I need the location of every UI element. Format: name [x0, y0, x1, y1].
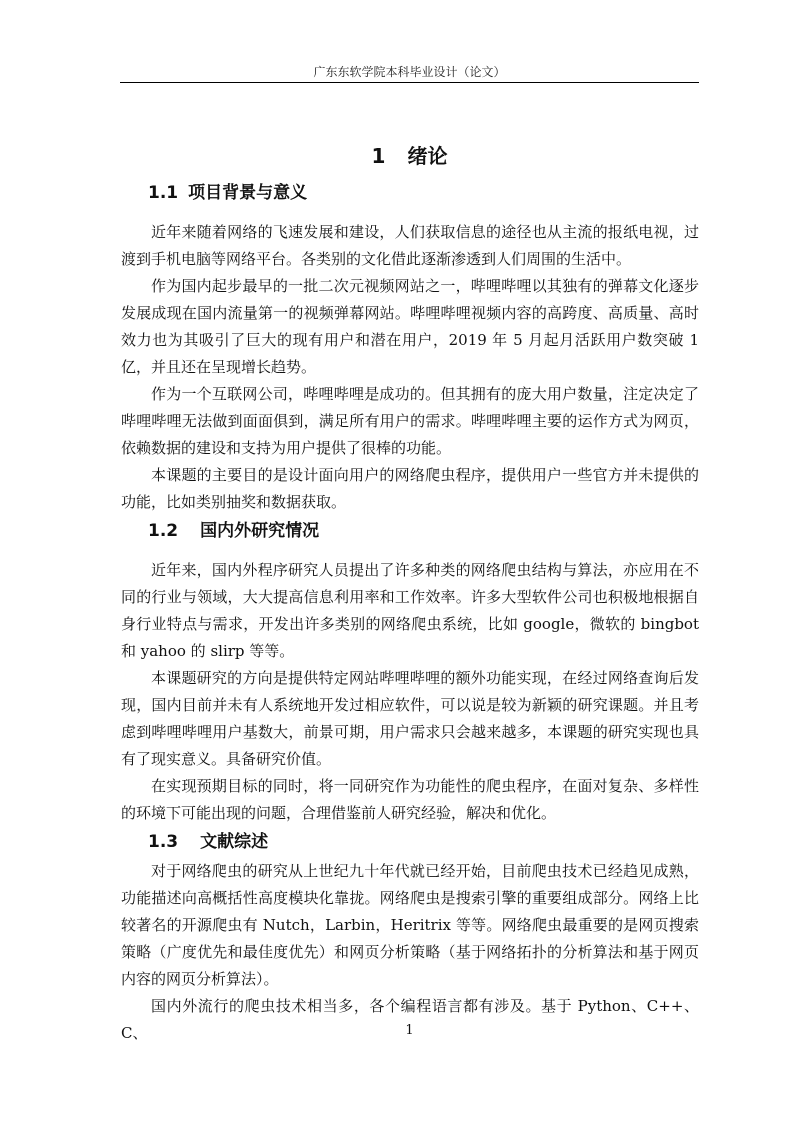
running-header: 广东东软学院本科毕业设计（论文）: [313, 65, 506, 79]
paragraph: 本课题的主要目的是设计面向用户的网络爬虫程序，提供用户一些官方并未提供的功能，比如类别抽奖和数据获取。: [121, 466, 699, 511]
section-title-text: 文献综述: [200, 832, 269, 852]
header-rule: [120, 82, 699, 83]
section-number: 1.3: [148, 832, 179, 852]
section-number: 1.1: [148, 183, 179, 203]
paragraph: 作为一个互联网公司，哔哩哔哩是成功的。但其拥有的庞大用户数量，注定决定了哔哩哔哩无法做到面面俱到，满足所有用户的需求。哔哩哔哩主要的运作方式为网页，依赖数据的建设和支持为用户提供了很棒的功能。: [121, 385, 699, 457]
section-heading-1-2: [148, 519, 319, 543]
paragraph: 近年来随着网络的飞速发展和建设，人们获取信息的途径也从主流的报纸电视，过渡到手机电脑等网络平台。各类别的文化借此逐渐渗透到人们周围的生活中。: [121, 223, 699, 268]
paragraph: 对于网络爬虫的研究从上世纪九十年代就已经开始，目前爬虫技术已经趋见成熟，功能描述向高概括性高度模块化靠拢。网络爬虫是搜索引擎的重要组成部分。网络上比较著名的开源爬虫有 Nutch，Larbin，Heritrix 等等。网络爬虫最重要的是网页搜索策略（广度优先和最佳度优先）和网页分析策略（基于网络拓扑的分析算法和基于网页内容的网页分析算法）。: [121, 862, 699, 988]
section-heading-1-3: [148, 830, 268, 854]
paragraph: 作为国内起步最早的一批二次元视频网站之一，哔哩哔哩以其独有的弹幕文化逐步发展成现在国内流量第一的视频弹幕网站。哔哩哔哩视频内容的高跨度、高质量、高时效力也为其吸引了巨大的现有用户和潜在用户，2019 年 5 月起月活跃用户数突破 1 亿，并且还在呈现增长趋势。: [121, 277, 699, 376]
paragraph: 近年来，国内外程序研究人员提出了许多种类的网络爬虫结构与算法，亦应用在不同的行业与领域，大大提高信息利用率和工作效率。许多大型软件公司也积极地根据自身行业特点与需求，开发出许多类别的网络爬虫系统，比如 google，微软的 bingbot 和 yahoo 的 slirp 等等。: [121, 561, 699, 660]
chapter-title: [120, 142, 699, 170]
chapter-title-text: 绪论: [407, 144, 448, 168]
paragraph: 国内外流行的爬虫技术相当多，各个编程语言都有涉及。基于 Python、C++、C、: [121, 997, 699, 1042]
section-title-text: 国内外研究情况: [200, 521, 320, 541]
section-heading-1-1: [148, 181, 307, 205]
section-number: 1.2: [148, 521, 179, 541]
chapter-number: 1: [371, 144, 386, 168]
section-title-text: 项目背景与意义: [188, 183, 308, 203]
paragraph: 在实现预期目标的同时，将一同研究作为功能性的爬虫程序，在面对复杂、多样性的环境下可能出现的问题，合理借鉴前人研究经验，解决和优化。: [121, 777, 699, 822]
paragraph: 本课题研究的方向是提供特定网站哔哩哔哩的额外功能实现，在经过网络查询后发现，国内目前并未有人系统地开发过相应软件，可以说是较为新颖的研究课题。并且考虑到哔哩哔哩用户基数大，前景可期，用户需求只会越来越多，本课题的研究实现也具有了现实意义。具备研究价值。: [121, 669, 699, 768]
page-number: 1: [405, 1023, 414, 1038]
